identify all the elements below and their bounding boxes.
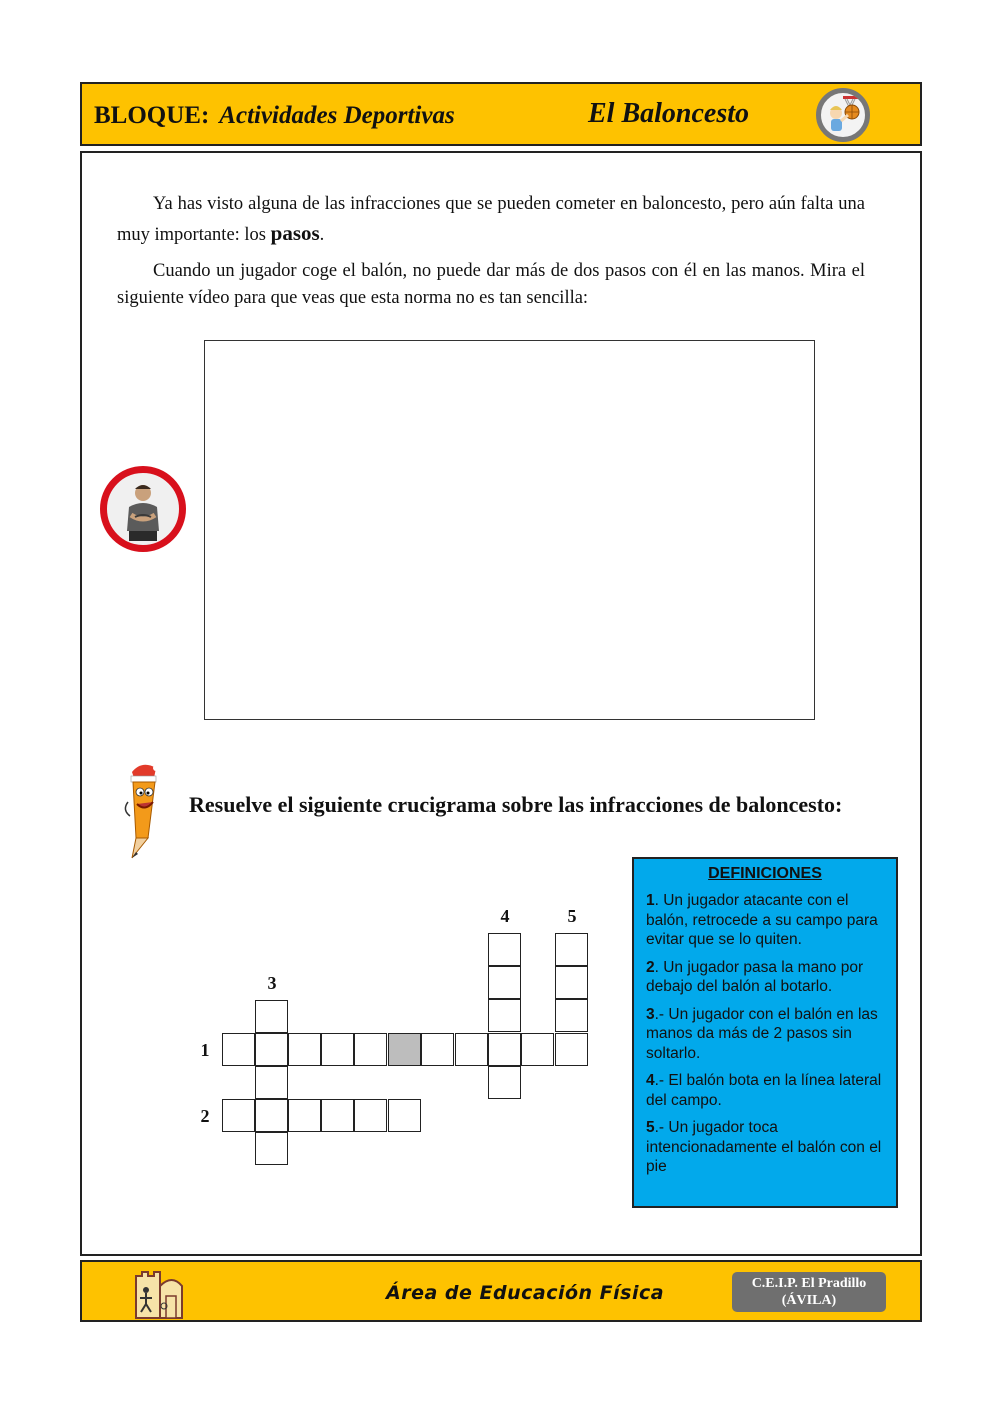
crossword-cell[interactable] — [421, 1033, 454, 1066]
crossword-cell[interactable] — [354, 1033, 387, 1066]
crossword-cell[interactable] — [288, 1099, 321, 1132]
intro-text-1: Ya has visto alguna de las infracciones que se pueden cometer en baloncesto, pero aún falta una muy importante: los — [117, 194, 865, 245]
crossword-number-4: 4 — [500, 906, 510, 926]
intro-paragraph-2 — [117, 258, 865, 312]
crossword-cell[interactable] — [521, 1033, 554, 1066]
crossword-cell[interactable] — [488, 1033, 521, 1066]
crossword-cell[interactable] — [321, 1099, 354, 1132]
crossword-blank-cell — [388, 1033, 421, 1066]
definition-2: 2. Un jugador pasa la mano por debajo del balón al botarlo. — [646, 958, 864, 995]
crossword-cell[interactable] — [488, 1066, 521, 1099]
referee-travel-icon — [100, 466, 186, 552]
basketball-kid-icon — [816, 88, 870, 142]
definitions-box — [632, 857, 898, 1208]
crossword-cell[interactable] — [255, 1066, 288, 1099]
definition-5: 5.- Un jugador toca intencionadamente el balón con el pie — [646, 1119, 882, 1175]
crossword-cell[interactable] — [222, 1099, 255, 1132]
bloque-label: BLOQUE: — [94, 102, 210, 129]
crossword-cell[interactable] — [255, 1033, 288, 1066]
crossword-cell[interactable] — [555, 999, 588, 1032]
bloque-heading — [94, 102, 455, 130]
page-title: El Baloncesto — [588, 98, 750, 129]
crossword-cell[interactable] — [555, 1033, 588, 1066]
area-label: Área de Educación Física — [386, 1282, 665, 1304]
pencil-character-icon — [118, 758, 168, 860]
crossword-cell[interactable] — [288, 1033, 321, 1066]
page-footer — [80, 1260, 922, 1322]
intro-text-2: Cuando un jugador coge el balón, no puede dar más de dos pasos con él en las manos. Mira el siguiente vídeo para que veas que esta norma no es tan sencilla: — [117, 261, 865, 308]
crossword-cell[interactable] — [354, 1099, 387, 1132]
definition-3: 3.- Un jugador con el balón en las manos da más de 2 pasos sin soltarlo. — [646, 1005, 878, 1062]
definition-4: 4.- El balón bota en la línea lateral del campo. — [646, 1072, 882, 1109]
crossword-cell[interactable] — [321, 1033, 354, 1066]
task-instruction: Resuelve el siguiente crucigrama sobre las infracciones de baloncesto: — [189, 792, 843, 817]
page-header — [80, 82, 922, 146]
crossword-cell[interactable] — [555, 966, 588, 999]
crossword-cell[interactable] — [488, 933, 521, 966]
school-name: C.E.I.P. El Pradillo — [751, 1276, 867, 1291]
pasos-highlight: pasos — [270, 221, 320, 245]
intro-text-1-end: . — [319, 225, 325, 245]
school-city: (ÁVILA) — [781, 1293, 837, 1308]
crossword-cell[interactable] — [455, 1033, 488, 1066]
crossword-cell[interactable] — [488, 966, 521, 999]
crossword-cell[interactable] — [388, 1099, 421, 1132]
definitions-title: DEFINICIONES — [708, 865, 822, 882]
crossword-number-2: 2 — [200, 1106, 210, 1126]
crossword-cell[interactable] — [255, 1099, 288, 1132]
crossword-cell[interactable] — [255, 1132, 288, 1165]
video-placeholder[interactable] — [204, 340, 815, 720]
crossword-cell[interactable] — [555, 933, 588, 966]
crossword-number-3: 3 — [267, 973, 277, 993]
crossword-cell[interactable] — [222, 1033, 255, 1066]
crossword-number-5: 5 — [567, 906, 577, 926]
intro-paragraph-1 — [117, 190, 865, 250]
crossword-number-1: 1 — [200, 1040, 210, 1060]
definition-1: 1. Un jugador atacante con el balón, retrocede a su campo para evitar que se lo quiten. — [646, 892, 878, 948]
crossword-cell[interactable] — [255, 1000, 288, 1033]
activity-name: Actividades Deportivas — [219, 102, 455, 129]
school-badge — [732, 1272, 886, 1312]
crossword-cell[interactable] — [488, 999, 521, 1032]
school-castle-logo-icon — [132, 1266, 186, 1320]
